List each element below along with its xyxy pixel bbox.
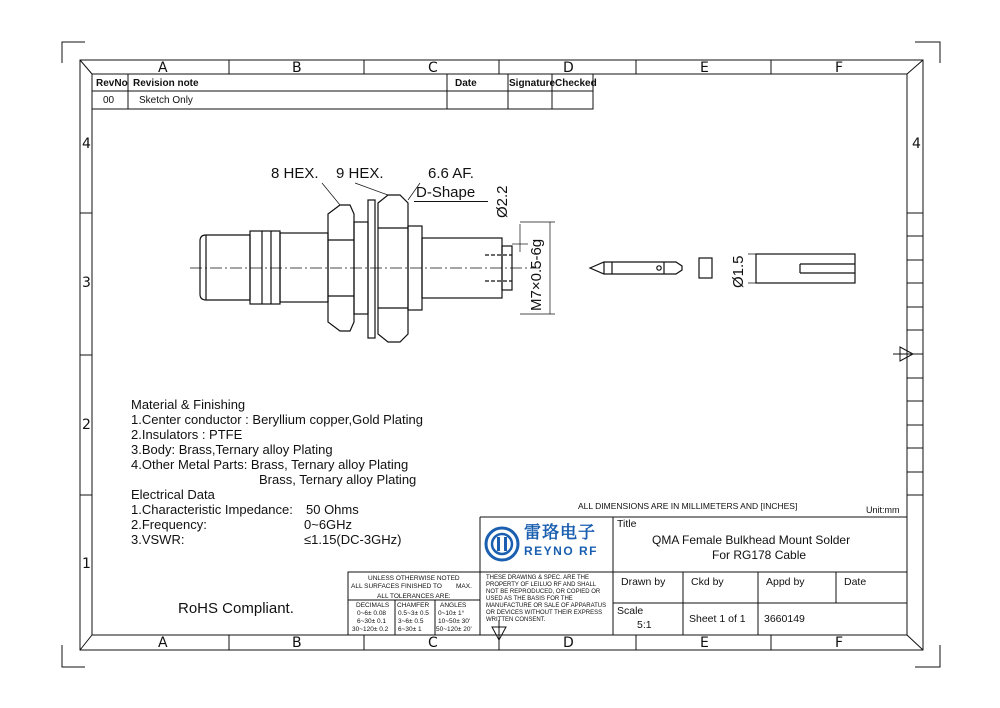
tol-r1-c0: 6~30± 0.1 — [357, 618, 387, 625]
rev-header-checked: Checked — [555, 78, 597, 89]
all-dimensions-note: ALL DIMENSIONS ARE IN MILLIMETERS AND [INCHES] — [578, 501, 798, 511]
zone-left-3: 3 — [82, 275, 91, 291]
scale-label: Scale — [617, 605, 644, 617]
zone-bottom-a: A — [158, 635, 168, 651]
electrical-3-label: 3.VSWR: — [131, 532, 185, 547]
zone-bottom-d: D — [563, 635, 574, 651]
dim-9-hex: 9 HEX. — [336, 165, 384, 182]
logo-cn: 雷珞电子 — [524, 523, 596, 543]
electrical-title: Electrical Data — [131, 487, 215, 502]
zone-left-1: 1 — [82, 556, 91, 572]
title-line1: QMA Female Bulkhead Mount Solder — [652, 533, 851, 547]
material-2: 2.Insulators : PTFE — [131, 427, 243, 442]
zone-bottom-f: F — [835, 635, 844, 651]
material-1: 1.Center conductor : Beryllium copper,Gold Plating — [131, 412, 423, 427]
unit-label: Unit:mm — [866, 505, 900, 515]
tol-r0-c2: 0~10± 1° — [438, 610, 465, 617]
tol-header-chamfer: CHAMFER — [397, 602, 430, 609]
zone-top-e: E — [700, 60, 709, 76]
zone-bottom-c: C — [428, 635, 438, 651]
zone-left-2: 2 — [82, 417, 91, 433]
material-title: Material & Finishing — [131, 397, 246, 412]
material-5: Brass, Ternary alloy Plating — [259, 472, 417, 487]
sheet-label: Sheet 1 of 1 — [689, 613, 746, 625]
rev-header-date: Date — [455, 78, 477, 89]
material-4: 4.Other Metal Parts: Brass, Ternary alloy Plating — [131, 457, 409, 472]
dim-6-6-af: 6.6 AF. — [428, 165, 474, 182]
rev-header-revno: RevNo — [96, 78, 128, 89]
electrical-2-value: 0~6GHz — [304, 517, 353, 532]
tol-line3: ALL TOLERANCES ARE: — [377, 593, 451, 600]
connector-drawing — [190, 183, 855, 342]
dim-d-shape: D-Shape — [416, 184, 476, 201]
date-label: Date — [844, 576, 867, 588]
dim-8-hex: 8 HEX. — [271, 165, 319, 182]
material-3: 3.Body: Brass,Ternary alloy Plating — [131, 442, 333, 457]
electrical-1-value: 50 Ohms — [306, 502, 359, 517]
zone-left-4: 4 — [82, 136, 91, 152]
tol-header-angles: ANGLES — [440, 602, 467, 609]
rev-row-revno: 00 — [103, 95, 115, 106]
zone-top-c: C — [428, 60, 438, 76]
zone-top-f: F — [835, 60, 844, 76]
tol-line2: ALL SURFACES FINISHED TO — [351, 583, 442, 590]
zone-bottom-b: B — [292, 635, 302, 651]
title-label: Title — [617, 518, 637, 530]
electrical-1-label: 1.Characteristic Impedance: — [131, 502, 293, 517]
tol-r2-c2: 50~120± 20' — [436, 626, 472, 633]
logo-en: REYNO RF — [524, 544, 599, 558]
ckd-by-label: Ckd by — [691, 576, 724, 588]
electrical-3-value: ≤1.15(DC-3GHz) — [304, 532, 402, 547]
tol-r0-c0: 0~6± 0.08 — [357, 610, 387, 617]
proprietary-notice: THESE DRAWING & SPEC. ARE THE PROPERTY OF LEILUO RF AND SHALL NOT BE REPRODUCED, OR COPIED OR USED AS THE BASIS FOR THE MANUFACTURE OR SALE OF APPARATUS OR DEVICES WITHOUT THEIR EXPRESS WRITTEN CONSENT. — [486, 575, 607, 623]
zone-right-4: 4 — [912, 136, 921, 152]
tol-line1: UNLESS OTHERWISE NOTED — [368, 575, 460, 582]
dim-thread-m7: M7×0.5-6g — [528, 238, 545, 311]
dim-dia-2-2: Ø2.2 — [494, 185, 511, 218]
rev-header-note: Revision note — [133, 78, 199, 89]
zone-top-b: B — [292, 60, 302, 76]
tol-r1-c1: 3~6± 0.5 — [398, 618, 424, 625]
rev-header-signature: Signature — [509, 78, 556, 89]
part-number: 3660149 — [764, 613, 805, 625]
zone-top-d: D — [563, 60, 574, 76]
electrical-2-label: 2.Frequency: — [131, 517, 207, 532]
dim-dia-1-5: Ø1.5 — [730, 255, 747, 288]
drawn-by-label: Drawn by — [621, 576, 666, 588]
reyno-logo-icon — [484, 526, 520, 562]
tol-r0-c1: 0.5~3± 0.5 — [398, 610, 429, 617]
tol-r2-c0: 30~120± 0.2 — [352, 626, 389, 633]
scale-value: 5:1 — [637, 619, 652, 631]
rohs-label: RoHS Compliant. — [178, 600, 294, 617]
appd-by-label: Appd by — [766, 576, 805, 588]
tol-header-decimals: DECIMALS — [356, 602, 390, 609]
rev-row-note: Sketch Only — [139, 95, 193, 106]
dshape-underline — [414, 201, 488, 202]
zone-bottom-e: E — [700, 635, 709, 651]
tol-line2b: MAX. — [456, 583, 472, 590]
title-line2: For RG178 Cable — [712, 548, 807, 562]
zone-top-a: A — [158, 60, 168, 76]
tol-r2-c1: 6~30± 1 — [398, 626, 422, 633]
tol-r1-c2: 10~50± 30' — [438, 618, 471, 625]
